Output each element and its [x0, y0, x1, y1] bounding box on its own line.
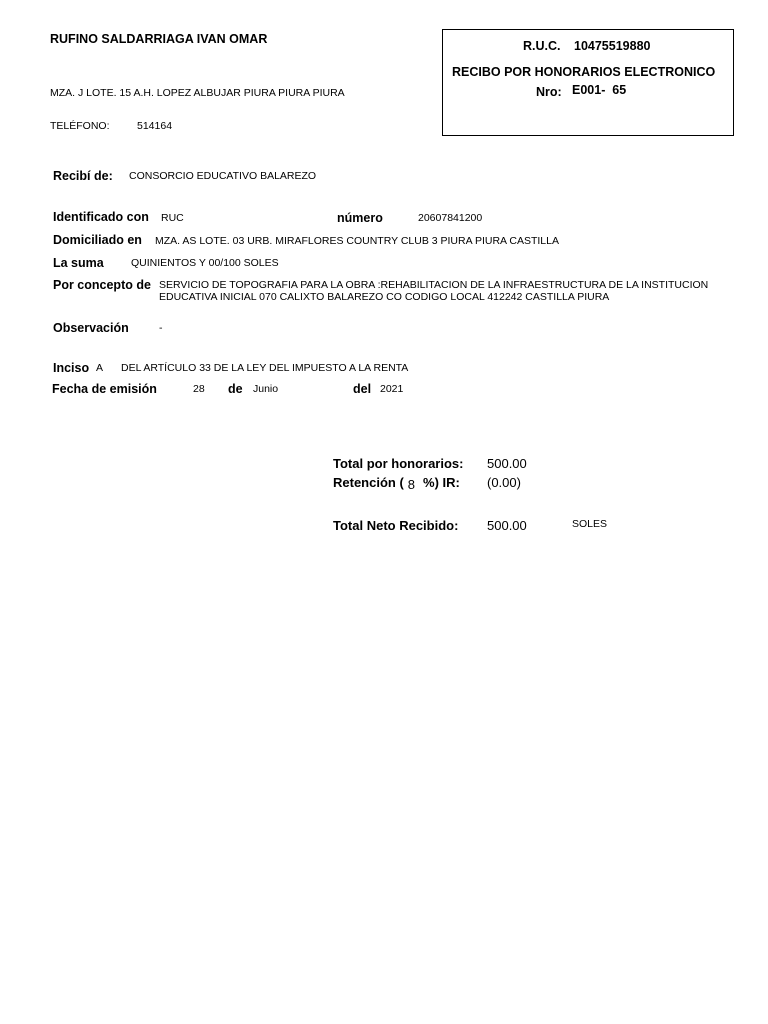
identified-type: RUC [161, 212, 184, 224]
amount-words: QUINIENTOS Y 00/100 SOLES [131, 257, 279, 269]
total-honorarios-value: 500.00 [487, 456, 527, 471]
date-label: Fecha de emisión [52, 382, 157, 396]
inciso-label: Inciso [53, 361, 90, 375]
number-label: número [337, 211, 383, 225]
total-honorarios-label: Total por honorarios: [333, 456, 464, 471]
issuer-name: RUFINO SALDARRIAGA IVAN OMAR [50, 32, 268, 46]
received-from-value: CONSORCIO EDUCATIVO BALAREZO [129, 170, 317, 182]
date-year: 2021 [380, 383, 404, 395]
inciso-value: A [96, 362, 104, 374]
retencion-label-suffix: %) IR: [423, 475, 460, 490]
domicile-value: MZA. AS LOTE. 03 URB. MIRAFLORES COUNTRY CLUB 3 PIURA PIURA CASTILLA [155, 235, 559, 247]
nro-value: E001- 65 [572, 83, 627, 97]
currency-label: SOLES [572, 518, 608, 530]
number-value: 20607841200 [418, 212, 483, 224]
nro-label: Nro: [536, 85, 562, 99]
identified-label: Identificado con [53, 210, 149, 224]
concept-label: Por concepto de [53, 278, 151, 292]
concept-line-2: EDUCATIVA INICIAL 070 CALIXTO BALAREZO CO CODIGO LOCAL 412242 CASTILLA PIURA [159, 291, 610, 303]
concept-line-1: SERVICIO DE TOPOGRAFIA PARA LA OBRA :REHABILITACION DE LA INFRAESTRUCTURA DE LA INSTITUCION [159, 279, 709, 291]
issuer-address: MZA. J LOTE. 15 A.H. LOPEZ ALBUJAR PIURA PIURA PIURA [50, 87, 345, 99]
document-title: RECIBO POR HONORARIOS ELECTRONICO [452, 65, 716, 79]
date-del-label: del [353, 382, 372, 396]
retencion-label [333, 475, 460, 490]
retencion-label-prefix: Retención ( [333, 475, 404, 490]
ruc-value: 10475519880 [574, 39, 651, 53]
retencion-percent: 8 [407, 477, 416, 492]
phone-value: 514164 [137, 120, 173, 132]
retencion-value: (0.00) [487, 475, 521, 490]
date-de-label: de [228, 382, 243, 396]
phone-label: TELÉFONO: [50, 120, 110, 132]
total-neto-value: 500.00 [487, 518, 527, 533]
received-from-label: Recibí de: [53, 169, 113, 183]
total-neto-label: Total Neto Recibido: [333, 518, 459, 533]
date-day: 28 [193, 383, 205, 395]
observation-label: Observación [53, 321, 129, 335]
date-month: Junio [253, 383, 279, 395]
inciso-text: DEL ARTÍCULO 33 DE LA LEY DEL IMPUESTO A LA RENTA [121, 362, 409, 374]
amount-label: La suma [53, 256, 104, 270]
ruc-label: R.U.C. [523, 39, 561, 53]
observation-value: - [159, 322, 163, 334]
domicile-label: Domiciliado en [53, 233, 142, 247]
